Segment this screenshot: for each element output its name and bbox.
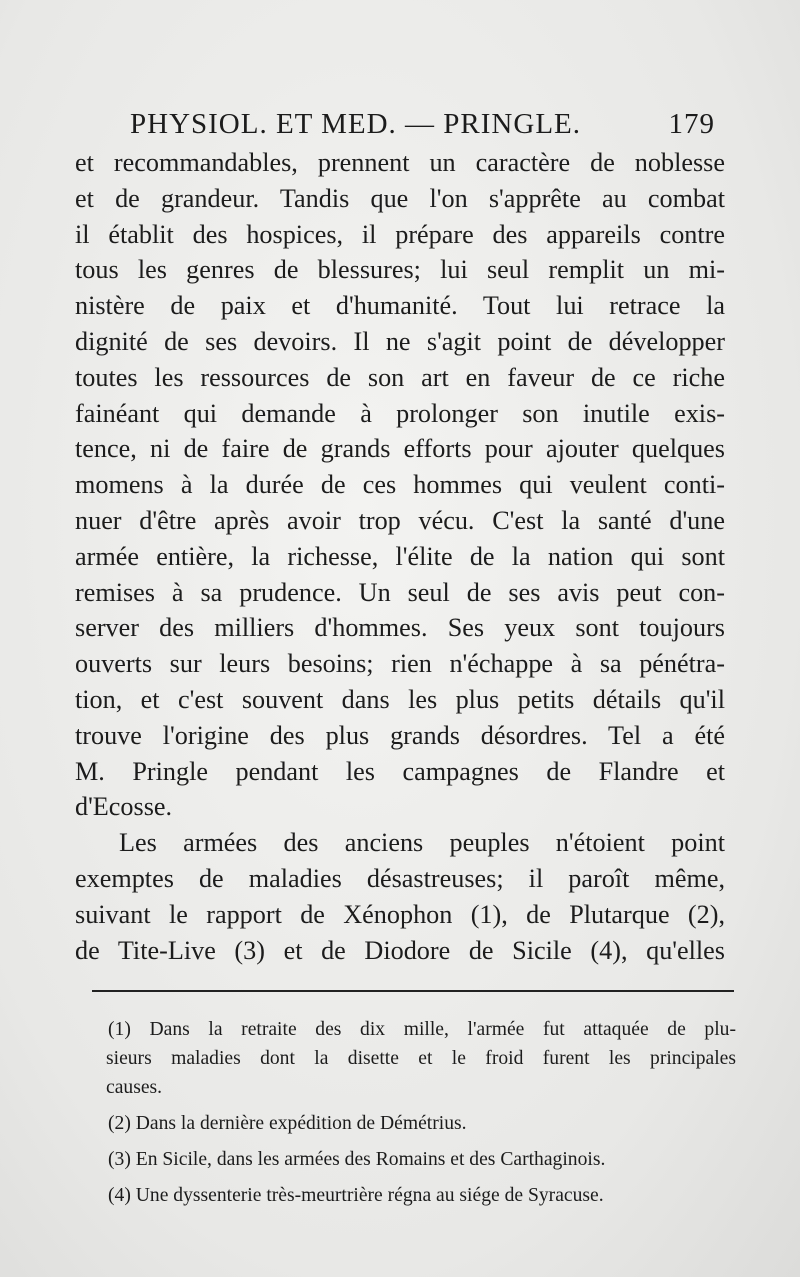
footnote-divider xyxy=(92,990,734,992)
footnote-line: (1) Dans la retraite des dix mille, l'armée fut attaquée de plu- xyxy=(108,1019,736,1040)
footnote-line: (3) En Sicile, dans les armées des Romains et des Carthaginois. xyxy=(108,1149,606,1170)
footnote-1 xyxy=(108,1015,736,1102)
footnote-3 xyxy=(108,1145,736,1174)
text-line: et recommandables, prennent un caractère de noblesse xyxy=(75,148,725,177)
text-line: toutes les ressources de son art en faveur de ce riche xyxy=(75,362,725,392)
footnote-line: sieurs maladies dont la disette et le froid furent les principales xyxy=(106,1048,736,1069)
text-line: tion, et c'est souvent dans les plus petits détails qu'il xyxy=(75,684,725,714)
text-line: et de grandeur. Tandis que l'on s'apprête au combat xyxy=(75,183,725,213)
running-title: PHYSIOL. ET MED. — PRINGLE. xyxy=(130,108,581,140)
text-line: Les armées des anciens peuples n'étoient point xyxy=(119,828,725,858)
text-line: trouve l'origine des plus grands désordres. Tel a été xyxy=(75,720,725,750)
text-line: exemptes de maladies désastreuses; il paroît même, xyxy=(75,863,725,893)
text-line: suivant le rapport de Xénophon (1), de Plutarque (2), xyxy=(75,899,725,929)
footnote-2 xyxy=(108,1109,736,1138)
footnotes xyxy=(108,1015,736,1210)
running-header xyxy=(130,108,715,141)
footnote-line: (2) Dans la dernière expédition de Démétrius. xyxy=(108,1113,467,1134)
text-line: de Tite-Live (3) et de Diodore de Sicile (4), qu'elles xyxy=(75,935,725,965)
text-line: d'Ecosse. xyxy=(75,792,173,822)
text-line: tous les genres de blessures; lui seul remplit un mi- xyxy=(75,255,725,285)
main-text xyxy=(75,145,725,968)
footnote-4 xyxy=(108,1181,736,1210)
text-line: momens à la durée de ces hommes qui veulent conti- xyxy=(75,470,725,500)
text-line: armée entière, la richesse, l'élite de la nation qui sont xyxy=(75,541,725,571)
text-line: remises à sa prudence. Un seul de ses avis peut con- xyxy=(75,577,725,607)
text-line: nistère de paix et d'humanité. Tout lui retrace la xyxy=(75,291,725,321)
text-line: fainéant qui demande à prolonger son inutile exis- xyxy=(75,398,725,428)
text-line: server des milliers d'hommes. Ses yeux sont toujours xyxy=(75,613,725,643)
footnote-line: (4) Une dyssenterie très-meurtrière régna au siége de Syracuse. xyxy=(108,1185,604,1206)
footnote-line: causes. xyxy=(106,1077,163,1098)
text-line: dignité de ses devoirs. Il ne s'agit point de développer xyxy=(75,326,725,356)
text-line: tence, ni de faire de grands efforts pour ajouter quelques xyxy=(75,434,725,464)
text-line: ouverts sur leurs besoins; rien n'échappe à sa pénétra- xyxy=(75,649,725,679)
page-number: 179 xyxy=(668,108,715,140)
text-line: nuer d'être après avoir trop vécu. C'est la santé d'une xyxy=(75,505,725,535)
text-line: il établit des hospices, il prépare des appareils contre xyxy=(75,219,725,249)
text-line: M. Pringle pendant les campagnes de Flandre et xyxy=(75,756,725,786)
